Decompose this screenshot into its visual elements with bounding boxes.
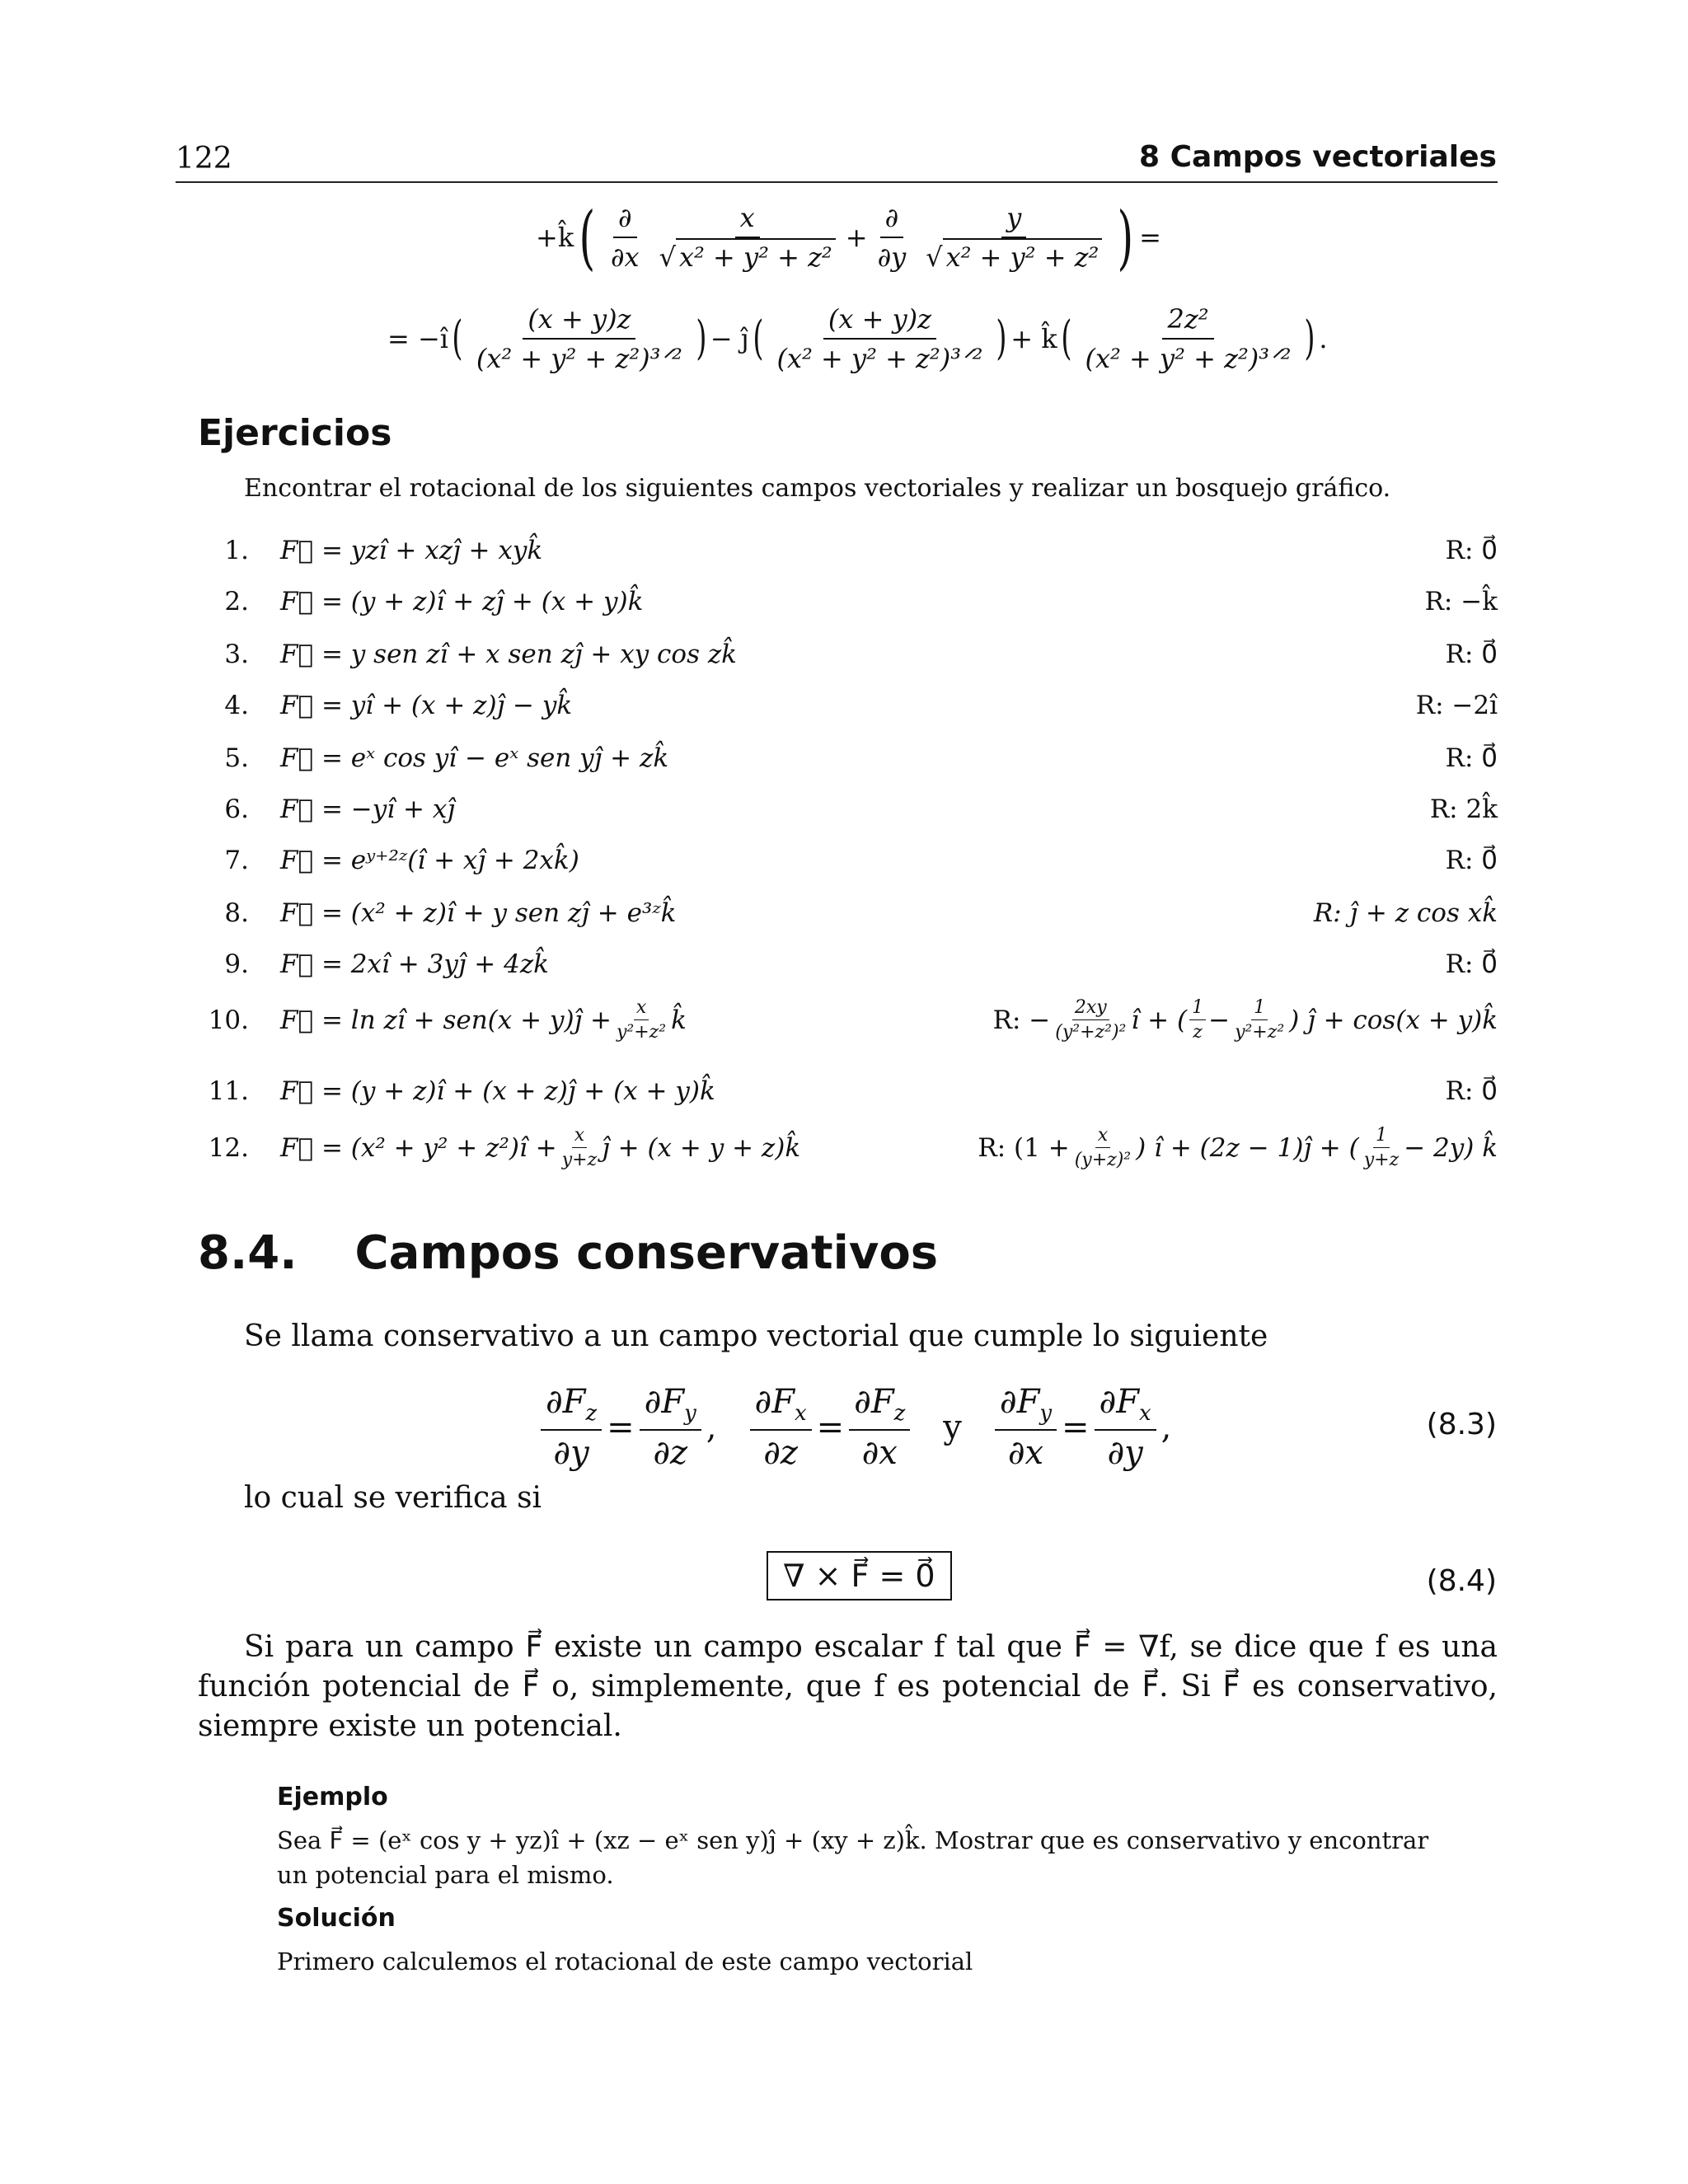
- equation-8-3: $\frac{\partial F_z}{\partial y}$ = $\frac{\partial F_y}{\partial z}$ , $\frac{\partial F_x}{\partial z}$ = $\frac{\partial F_z}{\partial x}$ y $\frac{\partial F_y}{\partial x}$ = $\frac{\partial F_x}{\partial y}$ ,: [536, 1383, 1171, 1472]
- exercises-heading: Ejercicios: [198, 412, 392, 454]
- equation-number-8-4: (8.4): [1426, 1564, 1497, 1598]
- fraction-x: $\frac{x}{\text{√ x² + y² + z²}}$: [654, 202, 841, 273]
- equation-number-8-3: (8.3): [1426, 1408, 1497, 1441]
- equation-8-4-box: ∇ × F⃗ = 0⃗: [767, 1551, 952, 1601]
- paragraph-intro: Se llama conservativo a un campo vectorial que cumple lo siguiente: [244, 1319, 1268, 1353]
- running-title: 8 Campos vectoriales: [1138, 140, 1497, 174]
- exercises-intro: Encontrar el rotacional de los siguientes campos vectoriales y realizar un bosquejo gráfico.: [244, 474, 1391, 503]
- exercise-item: 2. F⃗ = (y + z)î + zĵ + (x + y)k̂ R: −k̂: [224, 587, 1498, 616]
- exercise-item: 8. F⃗ = (x² + z)î + y sen zĵ + e³ᶻk̂ R: ĵ + z cos xk̂: [224, 898, 1498, 928]
- exercise-item: 5. F⃗ = eˣ cos yî − eˣ sen yĵ + zk̂ R: 0⃗: [224, 743, 1498, 773]
- header-rule: [176, 181, 1498, 183]
- equation-line-2: = −î ( $\frac{(x + y)z}{\text{(x² + y² + z²)³ᐟ²}}$ ) − ĵ ( $\frac{(x + y)z}{\text{(x² + y² + z²)³ᐟ²}}$ ) + k̂ ( $\frac{\text{2z²}}{\text{(x² + y² + z²)³ᐟ²}}$ ) .: [387, 303, 1328, 374]
- exercise-item: 12. F⃗ = (x² + y² + z²)î + $\frac{x}{y+z}$ ĵ + (x + y + z)k̂ R: (1 + $\frac{x}{\text{(y+z)²}}$ ) î + (2z − 1)ĵ + ( $\frac{1}{y+z}$ − 2y) k̂: [208, 1125, 1498, 1170]
- equation-line-1: +k̂ ( $\frac{\partial}{\partial x}$ $\frac{x}{\text{√ x² + y² + z²}}$ + $\frac{\partial}{\partial y}$ $\frac{y}{\text{√ x² + y² + z²}}$ ) =: [536, 197, 1161, 278]
- exercise-item: 9. F⃗ = 2xî + 3yĵ + 4zk̂ R: 0⃗: [224, 949, 1498, 979]
- section-heading: [198, 1226, 938, 1280]
- exercise-item: 7. F⃗ = eʸ⁺²ᶻ(î + xĵ + 2xk̂) R: 0⃗: [224, 846, 1498, 875]
- exercise-item: 3. F⃗ = y sen zî + x sen zĵ + xy cos zk̂ R: 0⃗: [224, 640, 1498, 669]
- fraction-y: $\frac{y}{\text{√ x² + y² + z²}}$: [921, 202, 1107, 273]
- left-paren: (: [579, 197, 596, 278]
- solution-label: Solución: [277, 1904, 396, 1933]
- example-text: Sea F⃗ = (eˣ cos y + yz)î + (xz − eˣ sen y)ĵ + (xy + z)k̂. Mostrar que es conservativo y encontrar un potencial para el mismo.: [277, 1826, 1429, 1889]
- example-label: Ejemplo: [277, 1783, 388, 1811]
- solution-text: Primero calculemos el rotacional de este campo vectorial: [277, 1947, 973, 1975]
- paragraph-verify: lo cual se verifica si: [244, 1481, 542, 1515]
- exercise-item: 10. F⃗ = ln zî + sen(x + y)ĵ + $\frac{x}{\text{y²+z²}}$ k̂ R: − $\frac{2xy}{\text{(y²+z²)²}}$ î + ( $\frac{1}{z}$ − $\frac{1}{\text{y²+z²}}$ ) ĵ + cos(x + y)k̂: [208, 997, 1498, 1043]
- page-number: 122: [176, 142, 232, 176]
- eq-line1-prefix: +k̂: [536, 222, 574, 253]
- right-paren: ): [1117, 197, 1134, 278]
- exercise-item: 11. F⃗ = (y + z)î + (x + z)ĵ + (x + y)k̂ R: 0⃗: [208, 1076, 1498, 1106]
- exercise-item: 6. F⃗ = −yî + xĵ R: 2k̂: [224, 794, 1498, 824]
- paragraph-potential: Si para un campo F⃗ existe un campo escalar f tal que F⃗ = ∇f, se dice que f es una función potencial de F⃗ o, simplemente, que f es potencial de F⃗. Si F⃗ es conservativo, siempre existe un potencial.: [198, 1630, 1498, 1743]
- section-title: Campos conservativos: [354, 1226, 939, 1280]
- partial-x-operator: $\frac{\partial}{\partial x}$: [610, 202, 640, 273]
- partial-y-operator: $\frac{\partial}{\partial y}$: [877, 202, 907, 273]
- section-number: 8.4.: [198, 1226, 298, 1280]
- exercise-item: 1. F⃗ = yzî + xzĵ + xyk̂ R: 0⃗: [224, 536, 1498, 565]
- exercise-item: 4. F⃗ = yî + (x + z)ĵ − yk̂ R: −2î: [224, 691, 1498, 720]
